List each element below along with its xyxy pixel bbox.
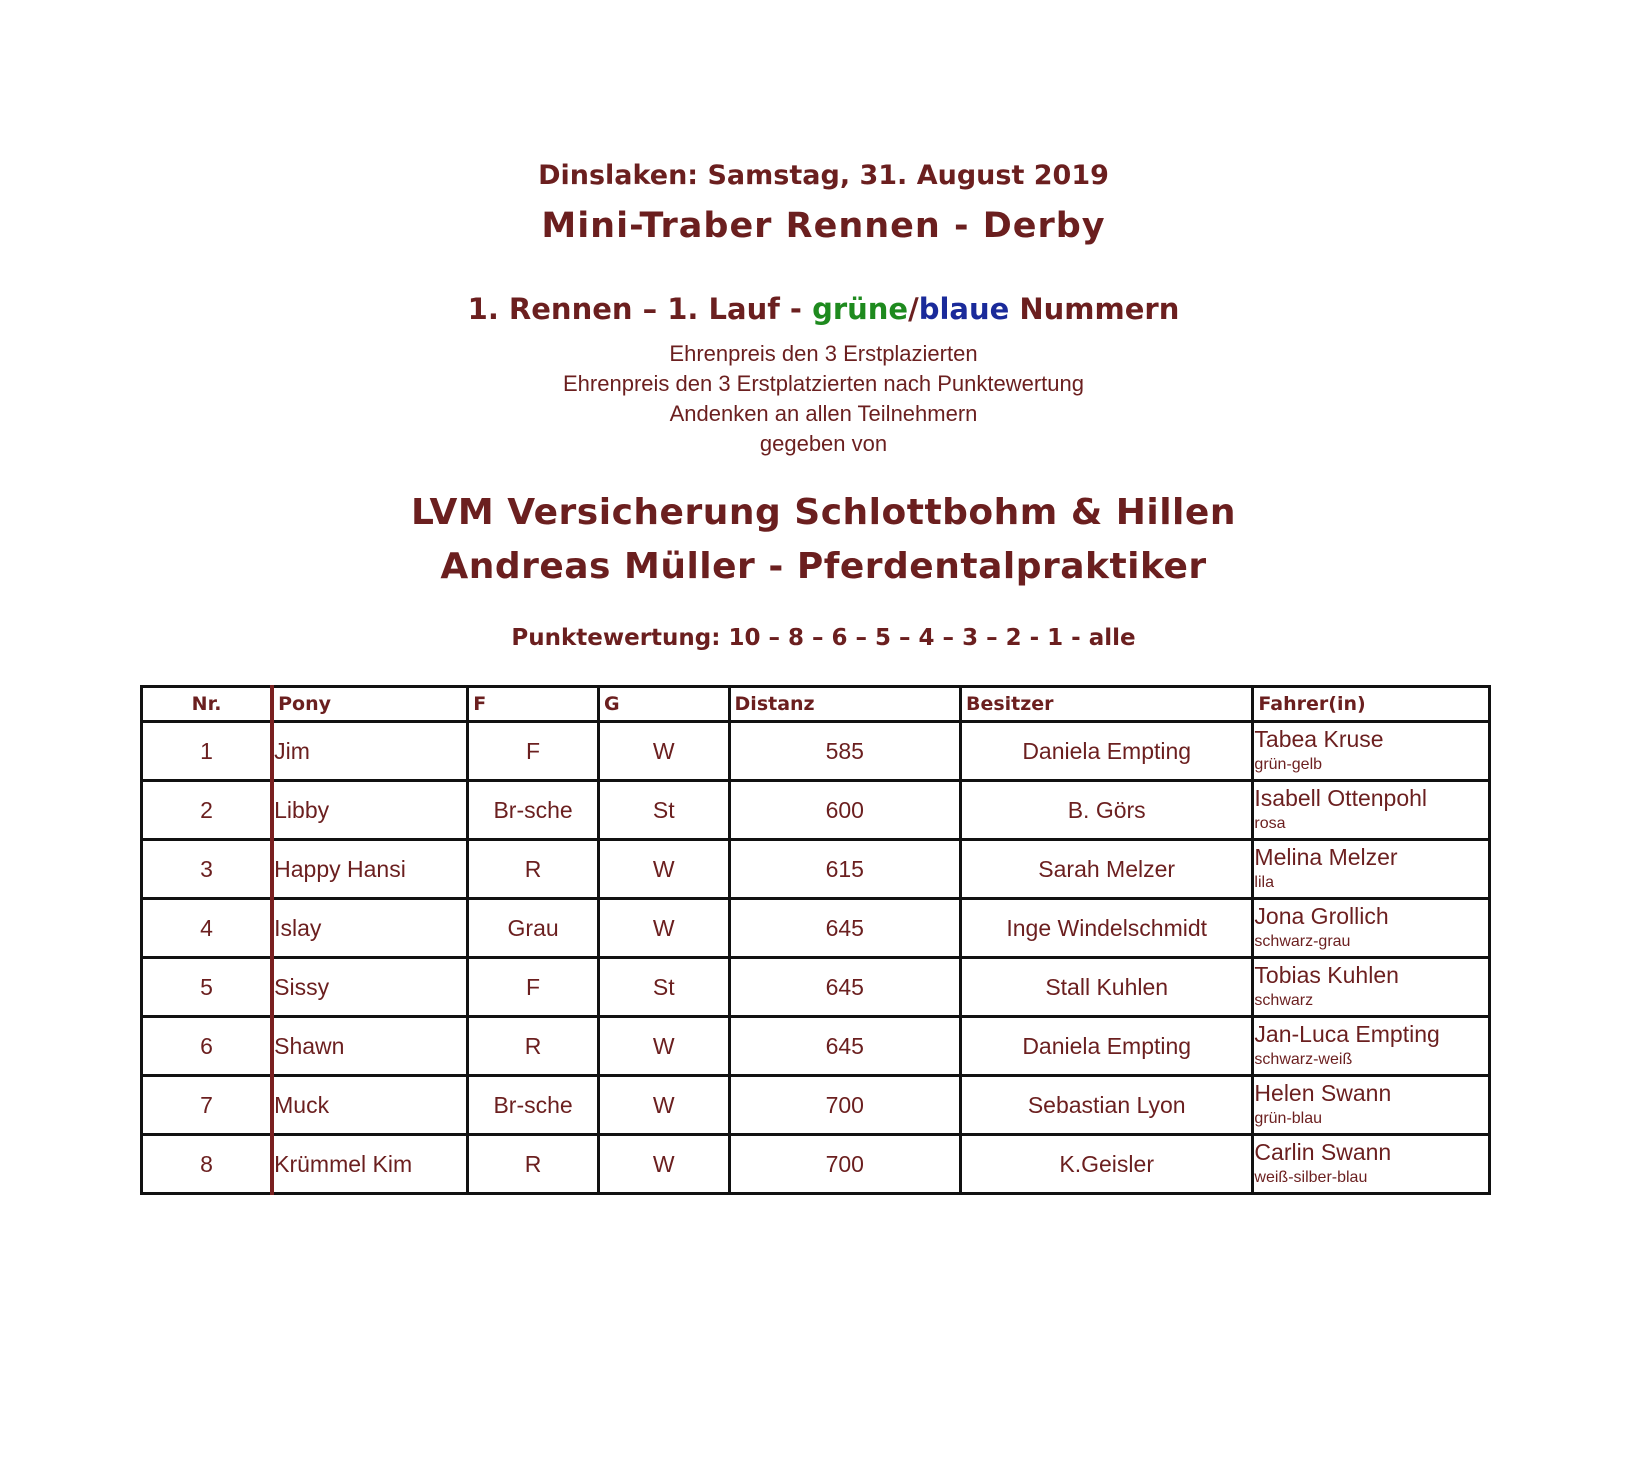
cell-g: W bbox=[598, 1076, 729, 1135]
cell-f: F bbox=[468, 958, 599, 1017]
table-row bbox=[142, 1135, 1490, 1194]
driver-colors: weiß-silber-blau bbox=[1254, 1169, 1368, 1186]
cell-besitzer: Stall Kuhlen bbox=[960, 958, 1252, 1017]
driver-colors: schwarz-weiß bbox=[1254, 1051, 1353, 1068]
driver-name: Carlin Swann bbox=[1254, 1139, 1392, 1165]
cell-g: W bbox=[598, 899, 729, 958]
scoring-line: Punktewertung: 10 – 8 – 6 – 5 – 4 – 3 – 2 - 1 - alle bbox=[511, 625, 1136, 651]
driver-name: Tabea Kruse bbox=[1254, 726, 1384, 752]
cell-nr: 1 bbox=[142, 722, 273, 781]
cell-f: R bbox=[468, 1135, 599, 1194]
cell-fahrer bbox=[1253, 781, 1490, 840]
header-distanz: Distanz bbox=[729, 687, 960, 722]
driver-colors: grün-gelb bbox=[1254, 756, 1323, 773]
cell-f: Grau bbox=[468, 899, 599, 958]
cell-f: Br-sche bbox=[468, 781, 599, 840]
cell-g: St bbox=[598, 781, 729, 840]
race-prefix: 1. Rennen – 1. Lauf - bbox=[467, 292, 813, 326]
cell-fahrer bbox=[1253, 1017, 1490, 1076]
cell-besitzer: Daniela Empting bbox=[960, 722, 1252, 781]
cell-g: W bbox=[598, 1135, 729, 1194]
table-row bbox=[142, 722, 1490, 781]
cell-besitzer: Inge Windelschmidt bbox=[960, 899, 1252, 958]
cell-distanz: 645 bbox=[729, 958, 960, 1017]
cell-nr: 3 bbox=[142, 840, 273, 899]
cell-distanz: 645 bbox=[729, 899, 960, 958]
cell-nr: 7 bbox=[142, 1076, 273, 1135]
cell-besitzer: Daniela Empting bbox=[960, 1017, 1252, 1076]
cell-f: R bbox=[468, 1017, 599, 1076]
cell-pony: Muck bbox=[272, 1076, 468, 1135]
header-f: F bbox=[468, 687, 599, 722]
cell-nr: 6 bbox=[142, 1017, 273, 1076]
cell-nr: 4 bbox=[142, 899, 273, 958]
cell-f: Br-sche bbox=[468, 1076, 599, 1135]
table-row bbox=[142, 1017, 1490, 1076]
race-suffix: Nummern bbox=[1009, 292, 1180, 326]
prize-line-2: Ehrenpreis den 3 Erstplatzierten nach Punktewertung bbox=[563, 371, 1084, 396]
driver-name: Tobias Kuhlen bbox=[1254, 962, 1399, 988]
cell-pony: Islay bbox=[272, 899, 468, 958]
cell-fahrer bbox=[1253, 722, 1490, 781]
sponsor-line-2: Andreas Müller - Pferdentalpraktiker bbox=[440, 546, 1207, 587]
event-title: Mini-Traber Rennen - Derby bbox=[541, 206, 1106, 246]
table-row bbox=[142, 1076, 1490, 1135]
table-row bbox=[142, 840, 1490, 899]
cell-distanz: 615 bbox=[729, 840, 960, 899]
table-header-row bbox=[142, 687, 1490, 722]
cell-distanz: 585 bbox=[729, 722, 960, 781]
cell-g: W bbox=[598, 1017, 729, 1076]
cell-besitzer: Sebastian Lyon bbox=[960, 1076, 1252, 1135]
driver-colors: schwarz bbox=[1254, 992, 1314, 1009]
cell-nr: 2 bbox=[142, 781, 273, 840]
table-row bbox=[142, 899, 1490, 958]
cell-distanz: 700 bbox=[729, 1135, 960, 1194]
driver-name: Melina Melzer bbox=[1254, 844, 1398, 870]
cell-pony: Happy Hansi bbox=[272, 840, 468, 899]
driver-colors: rosa bbox=[1254, 815, 1286, 832]
driver-name: Jona Grollich bbox=[1254, 903, 1389, 929]
race-slash: / bbox=[908, 292, 919, 326]
cell-g: W bbox=[598, 722, 729, 781]
cell-fahrer bbox=[1253, 958, 1490, 1017]
date-line: Dinslaken: Samstag, 31. August 2019 bbox=[538, 160, 1109, 191]
driver-name: Jan-Luca Empting bbox=[1254, 1021, 1440, 1047]
driver-colors: grün-blau bbox=[1254, 1110, 1323, 1127]
race-title bbox=[0, 292, 1647, 326]
header-g: G bbox=[598, 687, 729, 722]
driver-colors: schwarz-grau bbox=[1254, 933, 1351, 950]
cell-fahrer bbox=[1253, 840, 1490, 899]
cell-fahrer bbox=[1253, 1135, 1490, 1194]
cell-f: F bbox=[468, 722, 599, 781]
cell-pony: Sissy bbox=[272, 958, 468, 1017]
cell-pony: Libby bbox=[272, 781, 468, 840]
cell-pony: Jim bbox=[272, 722, 468, 781]
race-green: grüne bbox=[812, 292, 909, 326]
prize-line-1: Ehrenpreis den 3 Erstplazierten bbox=[669, 341, 978, 366]
cell-nr: 5 bbox=[142, 958, 273, 1017]
cell-nr: 8 bbox=[142, 1135, 273, 1194]
cell-besitzer: Sarah Melzer bbox=[960, 840, 1252, 899]
cell-fahrer bbox=[1253, 1076, 1490, 1135]
table-row bbox=[142, 781, 1490, 840]
table-row bbox=[142, 958, 1490, 1017]
race-blue: blaue bbox=[918, 292, 1010, 326]
prize-line-4: gegeben von bbox=[759, 431, 888, 456]
header-nr: Nr. bbox=[142, 687, 273, 722]
cell-f: R bbox=[468, 840, 599, 899]
cell-distanz: 600 bbox=[729, 781, 960, 840]
cell-distanz: 700 bbox=[729, 1076, 960, 1135]
cell-distanz: 645 bbox=[729, 1017, 960, 1076]
cell-besitzer: B. Görs bbox=[960, 781, 1252, 840]
header-pony: Pony bbox=[272, 687, 468, 722]
cell-pony: Shawn bbox=[272, 1017, 468, 1076]
header-fahrer: Fahrer(in) bbox=[1253, 687, 1490, 722]
cell-pony: Krümmel Kim bbox=[272, 1135, 468, 1194]
driver-colors: lila bbox=[1254, 874, 1274, 891]
driver-name: Isabell Ottenpohl bbox=[1254, 785, 1428, 811]
driver-name: Helen Swann bbox=[1254, 1080, 1392, 1106]
sponsor-line-1: LVM Versicherung Schlottbohm & Hillen bbox=[411, 492, 1236, 533]
header-besitzer: Besitzer bbox=[960, 687, 1252, 722]
cell-besitzer: K.Geisler bbox=[960, 1135, 1252, 1194]
cell-g: W bbox=[598, 840, 729, 899]
cell-fahrer bbox=[1253, 899, 1490, 958]
prize-line-3: Andenken an allen Teilnehmern bbox=[669, 401, 978, 426]
cell-g: St bbox=[598, 958, 729, 1017]
entries-table bbox=[140, 685, 1491, 1195]
